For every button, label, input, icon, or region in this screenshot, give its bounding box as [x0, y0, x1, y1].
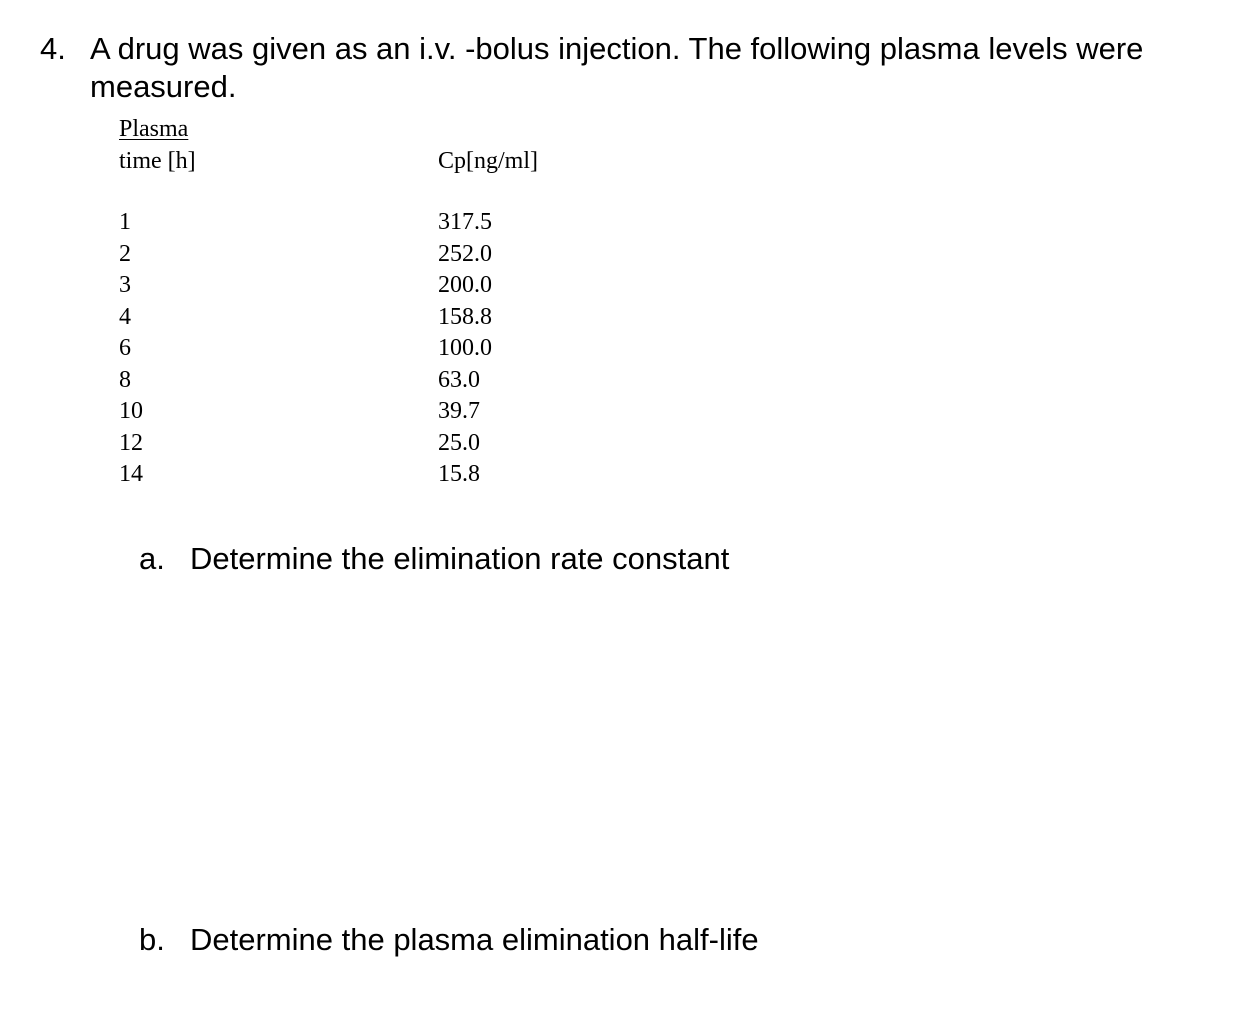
table-header-time: time [h]	[119, 148, 196, 174]
time-cell: 8	[119, 366, 131, 393]
time-cell: 10	[119, 398, 143, 424]
time-cell: 3	[119, 272, 131, 298]
time-column	[119, 207, 143, 491]
cp-cell: 39.7	[438, 398, 480, 424]
question-number: 4.	[40, 31, 66, 66]
time-cell: 14	[119, 461, 143, 487]
subquestion-letter: b.	[139, 922, 165, 957]
table-header-plasma: Plasma	[119, 116, 189, 142]
cp-cell: 63.0	[438, 366, 480, 393]
cp-cell: 252.0	[438, 240, 492, 267]
time-cell: 12	[119, 429, 143, 456]
cp-column	[438, 207, 492, 491]
time-cell: 2	[119, 240, 131, 267]
question-text: A drug was given as an i.v. -bolus injection. The following plasma levels were measured.	[90, 31, 1144, 104]
cp-cell: 158.8	[438, 303, 492, 330]
cp-cell: 200.0	[438, 272, 492, 298]
subquestion-text: Determine the plasma elimination half-life	[190, 922, 759, 957]
cp-cell: 317.5	[438, 209, 492, 235]
subquestion-letter: a.	[139, 541, 165, 576]
cp-cell: 25.0	[438, 429, 480, 456]
cp-cell: 15.8	[438, 461, 480, 487]
table-header-cp: Cp[ng/ml]	[438, 148, 538, 174]
time-cell: 1	[119, 209, 131, 235]
time-cell: 4	[119, 303, 131, 330]
time-cell: 6	[119, 335, 131, 361]
cp-cell: 100.0	[438, 335, 492, 361]
subquestion-text: Determine the elimination rate constant	[190, 541, 730, 576]
